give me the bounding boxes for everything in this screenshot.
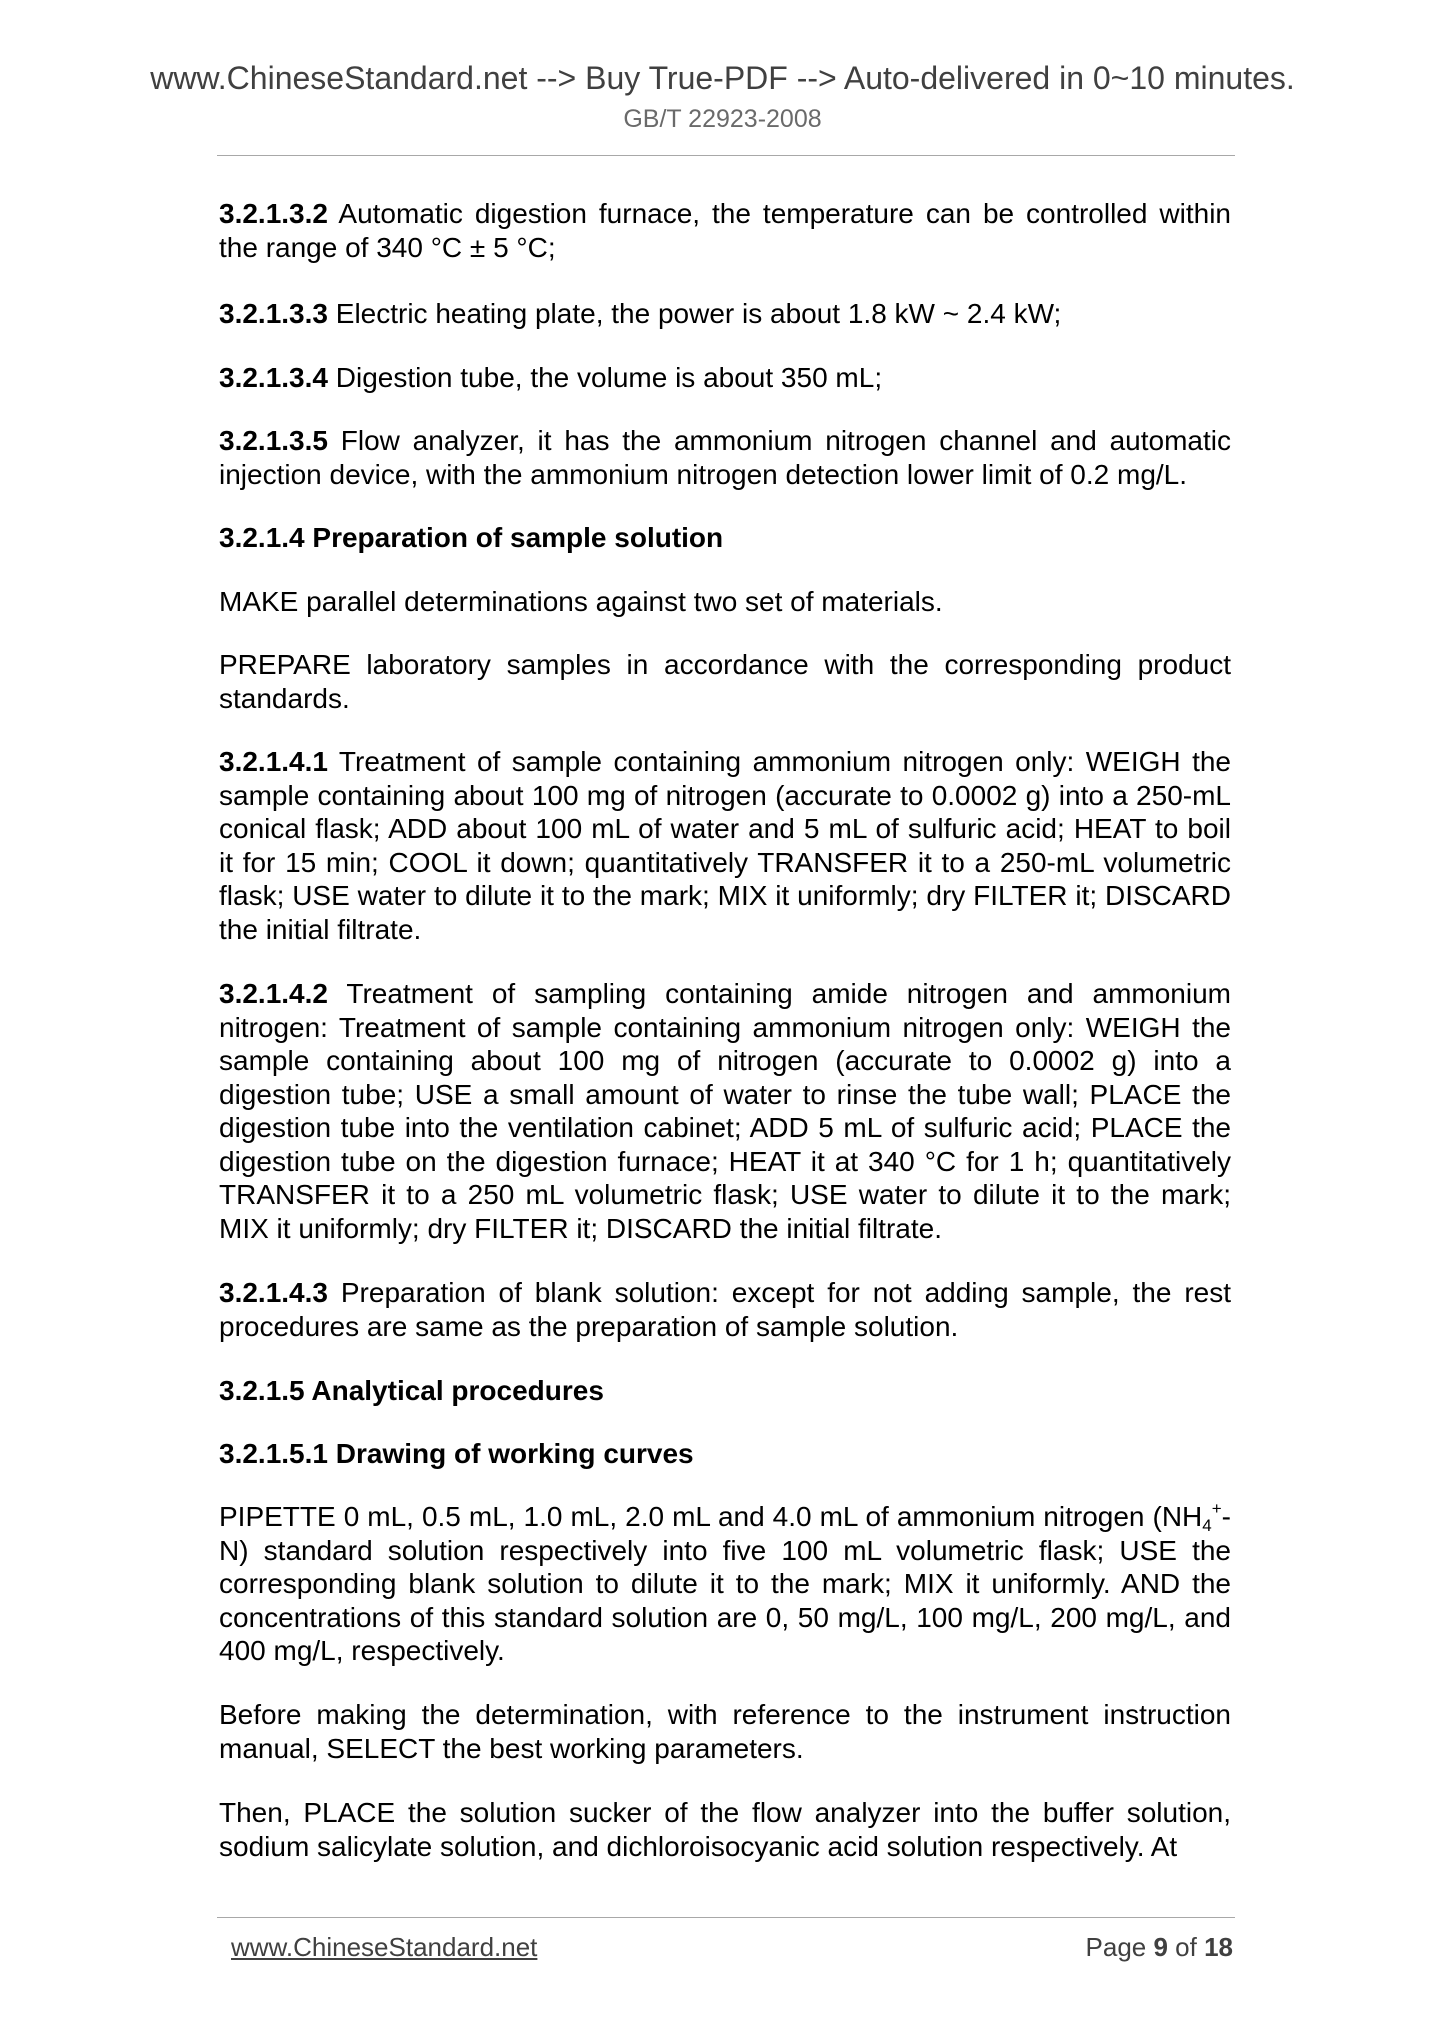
clause-number: 3.2.1.4.2 <box>219 978 328 1009</box>
paragraph-3-2-1-4-1 <box>219 745 1231 946</box>
standard-code: GB/T 22923-2008 <box>623 105 822 133</box>
paragraph-3-2-1-3-2 <box>219 197 1231 264</box>
clause-number: 3.2.1.3.4 <box>219 362 328 393</box>
header-banner: www.ChineseStandard.net --> Buy True-PDF --> Auto-delivered in 0~10 minutes. <box>150 60 1295 96</box>
clause-number: 3.2.1.3.3 <box>219 298 328 329</box>
page-of: of <box>1167 1932 1205 1962</box>
page-label: Page <box>1085 1932 1154 1962</box>
paragraph-3-2-1-3-5 <box>219 424 1231 491</box>
paragraph-3-2-1-4-2 <box>219 977 1231 1245</box>
current-page: 9 <box>1153 1932 1168 1962</box>
footer-divider <box>217 1917 1235 1918</box>
heading-3-2-1-5: 3.2.1.5 Analytical procedures <box>219 1375 604 1406</box>
clause-text: Automatic digestion furnace, the temperature can be controlled within the range of 340 °C ± 5 °C; <box>219 198 1231 263</box>
paragraph-pipette-standards <box>219 1500 1231 1668</box>
clause-text: Preparation of blank solution: except for not adding sample, the rest procedures are same as the preparation of sample solution. <box>219 1277 1231 1342</box>
clause-text: Electric heating plate, the power is about 1.8 kW ~ 2.4 kW; <box>327 298 1062 329</box>
clause-number: 3.2.1.4.1 <box>219 746 328 777</box>
text-segment: -N) standard solution respectively into five 100 mL volumetric flask; USE the corresponding blank solution to dilute it to the mark; MIX it uniformly. AND the concentrations of this standard solution are 0, 50 mg/L, 100 mg/L, 200 mg/L, and 400 mg/L, respectively. <box>219 1501 1231 1666</box>
clause-text: Digestion tube, the volume is about 350 mL; <box>327 362 883 393</box>
paragraph-3-2-1-3-4 <box>219 361 1231 395</box>
paragraph-parallel-determinations: MAKE parallel determinations against two set of materials. <box>219 586 943 617</box>
paragraph-working-parameters: Before making the determination, with reference to the instrument instruction manual, SELECT the best working parameters. <box>219 1699 1231 1764</box>
clause-number: 3.2.1.4.3 <box>219 1277 328 1308</box>
subscript: 4 <box>1202 1516 1212 1535</box>
paragraph-3-2-1-4-3 <box>219 1276 1231 1343</box>
clause-number: 3.2.1.3.2 <box>219 198 328 229</box>
superscript: + <box>1211 1499 1222 1518</box>
paragraph-flow-analyzer-setup: Then, PLACE the solution sucker of the flow analyzer into the buffer solution, sodium salicylate solution, and dichloroisocyanic acid solution respectively. At <box>219 1797 1231 1862</box>
clause-number: 3.2.1.3.5 <box>219 425 328 456</box>
clause-text: Treatment of sample containing ammonium nitrogen only: WEIGH the sample containing about 100 mg of nitrogen (accurate to 0.0002 g) into a 250-mL conical flask; ADD about 100 mL of water and 5 mL of sulfuric acid; HEAT to boil it for 15 min; COOL it down; quantitatively TRANSFER it to a 250-mL volumetric flask; USE water to dilute it to the mark; MIX it uniformly; dry FILTER it; DISCARD the initial filtrate. <box>219 746 1231 945</box>
header-divider <box>217 155 1235 156</box>
paragraph-3-2-1-3-3 <box>219 297 1231 331</box>
clause-text: Treatment of sampling containing amide nitrogen and ammonium nitrogen: Treatment of sample containing ammonium nitrogen only: WEIGH the sample containing about 100 mg of nitrogen (accurate to 0.0002 g) into a digestion tube; USE a small amount of water to rinse the tube wall; PLACE the digestion tube into the ventilation cabinet; ADD 5 mL of sulfuric acid; PLACE the digestion tube on the digestion furnace; HEAT it at 340 °C for 1 h; quantitatively TRANSFER it to a 250 mL volumetric flask; USE water to dilute it to the mark; MIX it uniformly; dry FILTER it; DISCARD the initial filtrate. <box>219 978 1231 1244</box>
heading-3-2-1-4: 3.2.1.4 Preparation of sample solution <box>219 522 724 553</box>
text-segment: PIPETTE 0 mL, 0.5 mL, 1.0 mL, 2.0 mL and 4.0 mL of ammonium nitrogen (NH <box>219 1501 1203 1532</box>
heading-3-2-1-5-1: 3.2.1.5.1 Drawing of working curves <box>219 1438 694 1469</box>
clause-text: Flow analyzer, it has the ammonium nitrogen channel and automatic injection device, with the ammonium nitrogen detection lower limit of 0.2 mg/L. <box>219 425 1231 490</box>
page-number <box>1086 1931 1233 1963</box>
paragraph-prepare-samples: PREPARE laboratory samples in accordance with the corresponding product standards. <box>219 649 1231 714</box>
footer-website-link[interactable]: www.ChineseStandard.net <box>231 1932 538 1962</box>
total-pages: 18 <box>1204 1932 1233 1962</box>
